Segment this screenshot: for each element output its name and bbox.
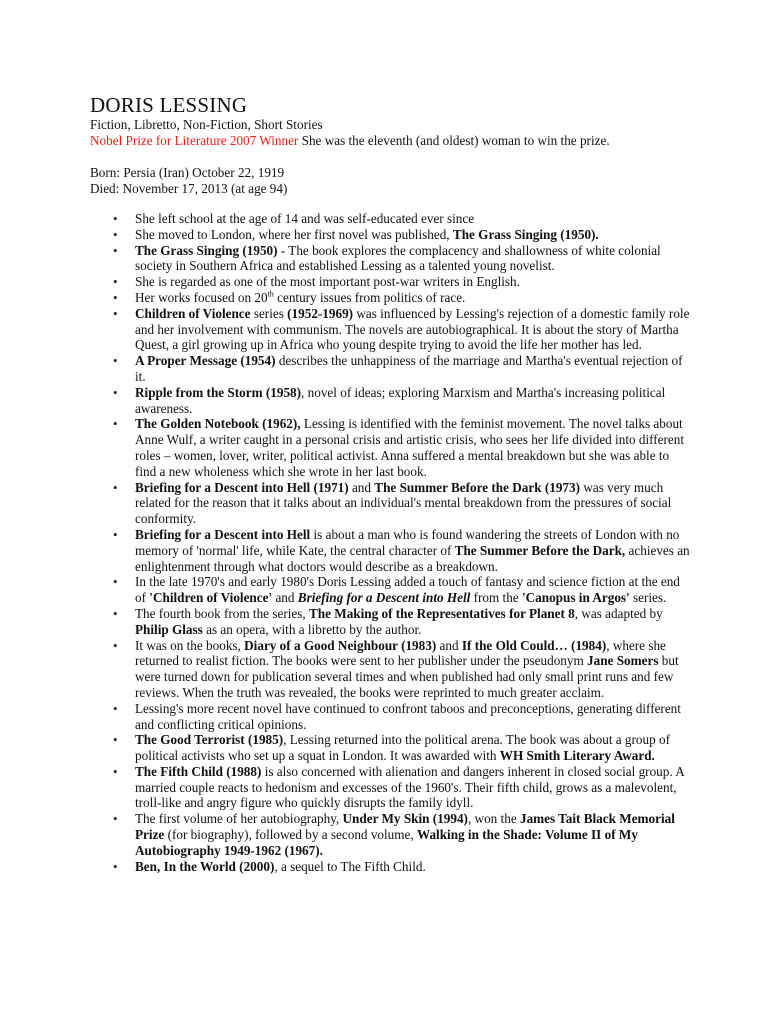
fact-text: She moved to London, where her first novel was published, (135, 226, 453, 242)
fact-text: century issues from politics of race. (273, 289, 466, 305)
fact-bold-text: The Summer Before the Dark (1973) (374, 479, 581, 495)
fact-item (90, 480, 690, 527)
fact-bold-text: 'Children of Violence' (149, 590, 273, 606)
fact-text: Lessing's more recent novel have continued to confront taboos and preconceptions, generating different and conflicting critical opinions. (135, 700, 681, 732)
fact-bold-text: If the Old Could… (1984) (461, 637, 607, 653)
fact-bold-text: Briefing for a Descent into Hell (1971) (135, 479, 349, 495)
fact-item (90, 764, 690, 811)
fact-item (90, 732, 690, 764)
fact-bold-text: Under My Skin (1994) (342, 811, 468, 827)
fact-bold-text: The Good Terrorist (1985) (135, 732, 284, 748)
fact-text: from the (470, 590, 522, 606)
fact-text: describes the unhappiness of the marriage and Martha's eventual rejection of it. (135, 353, 683, 384)
fact-bold-text: The Golden Notebook (1962), (135, 416, 301, 432)
facts-list (90, 211, 690, 874)
fact-bold-text: The Grass Singing (1950) (135, 242, 278, 258)
fact-bold-text: Philip Glass (135, 621, 203, 637)
spacer (90, 149, 690, 165)
fact-text: Her works focused on 20 (135, 289, 268, 305)
fact-item (90, 606, 690, 638)
fact-text: It was on the books, (135, 637, 245, 653)
fact-text: , where she returned to realist fiction. The books were sent to her publisher under the pseudonym (135, 637, 666, 669)
fact-text: , Lessing returned into the political arena. The book was about a group of political activists who set up a squat in London. It was awarded with (135, 732, 670, 764)
fact-item (90, 353, 690, 385)
fact-item (90, 306, 690, 353)
fact-text: achieves an enlightenment through what doctors would describe as a breakdown. (135, 542, 690, 574)
fact-text: , was adapted by (574, 605, 663, 621)
died-line: Died: November 17, 2013 (at age 94) (90, 181, 288, 196)
fact-bold-text: Ben, In the World (2000) (135, 858, 275, 874)
genres-line: Fiction, Libretto, Non-Fiction, Short Stories (90, 117, 323, 132)
fact-item (90, 701, 690, 733)
fact-bold-text: Ripple from the Storm (1958) (135, 384, 302, 400)
fact-bold-text: The Making of the Representatives for Planet 8 (308, 605, 575, 621)
nobel-prize-label: Nobel Prize for Literature 2007 Winner (90, 133, 299, 148)
fact-item (90, 416, 690, 479)
page-title: DORIS LESSING (90, 93, 248, 117)
fact-text: but were turned down for publication several times and when published had only small print runs and few reviews. When the truth was revealed, the books were reprinted to much greater acclaim. (135, 653, 679, 700)
fact-text: She is regarded as one of the most important post-war writers in English. (135, 274, 520, 290)
fact-text: Lessing is identified with the feminist movement. The novel talks about Anne Wulf, a writer caught in a personal crisis and artistic crisis, who sees her life divided into different roles – women, lover, writer, political activist. Anna suffered a mental breakdown but she was able to find a new wholeness which she wrote in her last book. (135, 416, 685, 479)
fact-item (90, 290, 690, 306)
fact-text: and (436, 637, 462, 653)
fact-item (90, 211, 690, 227)
fact-text: is also concerned with alienation and dangers inherent in closed social group. A married couple reacts to hedonism and excesses of the 1960's. Their fifth child, grows as a malevolent, troll-like and angry figure who quickly disrupts the family idyll. (135, 763, 685, 811)
fact-bold-text: James Tait Black Memorial Prize (135, 811, 675, 843)
fact-item (90, 385, 690, 417)
fact-text: She left school at the age of 14 and was self-educated ever since (135, 211, 475, 226)
fact-text: , won the (467, 811, 520, 827)
fact-text: The fourth book from the series, (135, 605, 309, 621)
fact-bold-text: Jane Somers (587, 653, 659, 669)
fact-bold-text: Diary of a Good Neighbour (1983) (244, 637, 437, 653)
fact-bold-text: The Grass Singing (1950). (452, 226, 599, 242)
fact-text: was very much related for the reason that it talks about an individual's mental breakdown from the pressures of social conformity. (135, 479, 672, 527)
fact-bold-text: WH Smith Literary Award. (499, 748, 655, 764)
prize-line (90, 133, 690, 149)
fact-item (90, 638, 690, 701)
fact-bold-text: Briefing for a Descent into Hell (135, 526, 311, 542)
fact-item (90, 274, 690, 290)
fact-text: series. (629, 590, 667, 606)
fact-text: and (272, 590, 298, 606)
born-line: Born: Persia (Iran) October 22, 1919 (90, 165, 285, 180)
fact-item (90, 811, 690, 858)
fact-bold-text: (1952-1969) (287, 305, 354, 321)
fact-text: series (250, 305, 288, 321)
fact-item (90, 227, 690, 243)
fact-text: is about a man who is found wandering the streets of London with no memory of 'normal' life, while Kate, the central character of (135, 526, 680, 558)
fact-text: In the late 1970's and early 1980's Doris Lessing added a touch of fantasy and science fiction at the end of (135, 574, 680, 606)
fact-bold-text: 'Canopus in Argos' (521, 590, 630, 606)
fact-text: and (348, 479, 375, 495)
fact-item (90, 574, 690, 606)
fact-superscript: th (267, 289, 274, 299)
fact-text: was influenced by Lessing's rejection of a domestic family role and her involvement with communism. The novels are autobiographical. It is about the story of Martha Quest, a girl growing up in Africa who young despite trying to avoid the life her mother has led. (135, 305, 690, 353)
prize-note: She was the eleventh (and oldest) woman to win the prize. (298, 133, 610, 148)
fact-bold-text: A Proper Message (1954) (135, 353, 276, 369)
fact-bold-text: Children of Violence (135, 305, 251, 321)
fact-item (90, 243, 690, 275)
fact-text: , novel of ideas; exploring Marxism and Martha's increasing political awareness. (135, 384, 666, 416)
biography-sheet (90, 93, 690, 874)
fact-item (90, 527, 690, 574)
fact-text: The first volume of her autobiography, (135, 811, 343, 827)
fact-item (90, 859, 690, 875)
fact-text: - The book explores the complacency and shallowness of white colonial society in Southern Africa and established Lessing as a talented young novelist. (135, 242, 661, 274)
fact-text: (for biography), followed by a second volume, (164, 827, 417, 843)
fact-bold-text: Briefing for a Descent into Hell (297, 590, 471, 606)
fact-bold-text: The Fifth Child (1988) (135, 763, 262, 779)
fact-bold-text: Walking in the Shade: Volume II of My Autobiography 1949-1962 (1967). (135, 827, 638, 858)
fact-bold-text: The Summer Before the Dark, (454, 542, 626, 558)
fact-text: as an opera, with a libretto by the author. (202, 621, 422, 637)
fact-text: , a sequel to The Fifth Child. (274, 858, 426, 874)
